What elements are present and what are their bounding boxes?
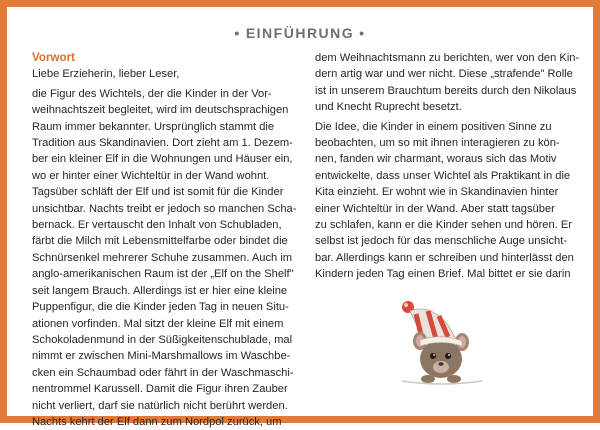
left-paragraph	[32, 86, 297, 430]
left-column	[32, 50, 297, 430]
text-line: beobachten, um so mit ihnen interagieren zu kön-	[315, 137, 560, 150]
text-line: dern artig war und wer nicht. Diese „strafende" Rolle	[315, 68, 573, 81]
text-line: nimmt er zwischen Mini-Marshmallows im Waschbe-	[32, 350, 291, 363]
header-bullet-left: •	[234, 25, 241, 41]
text-line: weihnachtszeit begleitet, wird im deutschsprachigen	[32, 104, 289, 117]
text-line: Schnürsenkel mehrerer Schuhe zusammen. Auch im	[32, 251, 293, 264]
header-bullet-right: •	[359, 25, 366, 41]
right-paragraph-1	[315, 50, 580, 116]
text-line: cken ein Schaumbad oder fährt in der Waschmaschi-	[32, 366, 294, 379]
text-line: nicht verliert, darf sie natürlich nicht berührt werden.	[32, 399, 288, 412]
text-line: Raum immer bekannter. Ursprünglich stammt die	[32, 120, 275, 133]
text-line: Kita einzieht. Er wohnt wie in Skandinavien hinter	[315, 186, 559, 199]
text-line: ist in unserem Brauchtum bereits durch den Nikolaus	[315, 84, 577, 97]
text-line: Puppenfigur, die die Kinder jeden Tag in neuen Situ-	[32, 301, 289, 314]
text-line: nen, fanden wir charmant, woraus sich das Motiv	[315, 153, 557, 166]
text-line: dem Weihnachtsmann zu berichten, wer von den Kin-	[315, 52, 580, 64]
text-line: ationen vorfinden. Mal sitzt der kleine Elf mit einem	[32, 317, 284, 330]
text-line: zu schlafen, kann er die Kinder sehen und hören. Er	[315, 219, 573, 232]
mouse-with-striped-hat-icon	[382, 295, 497, 395]
text-line: Nachts kehrt der Elf dann zum Nordpol zurück, um	[32, 415, 282, 428]
text-line: einer Wichteltür in der Wand. Aber statt tagsüber	[315, 202, 555, 215]
text-line: Tagsüber schläft der Elf und ist somit für die Kinder	[32, 186, 284, 199]
section-heading: Vorwort	[32, 51, 75, 64]
text-line: und Knecht Ruprecht besetzt.	[315, 101, 462, 114]
text-line: unsichtbar. Nachts treibt er jedoch so manchen Scha-	[32, 202, 297, 215]
text-line: Kindern jeden Tag einen Brief. Mal bittet er sie darin	[315, 268, 571, 281]
text-line: färbt die Milch mit Lebensmittelfarbe oder bindet die	[32, 235, 288, 248]
text-line: die Figur des Wichtels, der die Kinder in der Vor-	[32, 87, 272, 100]
text-line: selbst ist jedoch für das menschliche Auge unsicht-	[315, 235, 568, 248]
text-line: wo er hinter einer Wichteltür in der Wand wohnt.	[32, 169, 270, 182]
salutation: Liebe Erzieherin, lieber Leser,	[32, 68, 180, 81]
text-line: Schokoladenmund in der Süßigkeitenschublade, mal	[32, 333, 293, 346]
page-header	[7, 25, 593, 41]
text-line: anglo-amerikanischen Raum ist der „Elf on the Shelf"	[32, 268, 294, 281]
text-line: Die Idee, die Kinder in einem positiven Sinne zu	[315, 120, 552, 133]
text-line: entwickelte, dass unser Wichtel als Praktikant in die	[315, 169, 571, 182]
text-line: seit langem Brauch. Allerdings ist er hier eine kleine	[32, 284, 288, 297]
text-line: Tradition aus Skandinavien. Dort zieht am 1. Dezem-	[32, 137, 293, 150]
text-line: nentrommel Karussell. Damit die Figur ihren Zauber	[32, 383, 288, 396]
right-column	[315, 50, 580, 283]
page-title: EINFÜHRUNG	[245, 25, 355, 41]
text-line: bar. Allerdings kann er schreiben und hinterlässt den	[315, 251, 574, 264]
text-line: bernack. Er vertauscht den Inhalt von Schubladen,	[32, 219, 282, 232]
text-line: ber ein kleiner Elf in die Wohnungen und Häuser ein,	[32, 153, 293, 166]
right-paragraph-2	[315, 119, 573, 283]
